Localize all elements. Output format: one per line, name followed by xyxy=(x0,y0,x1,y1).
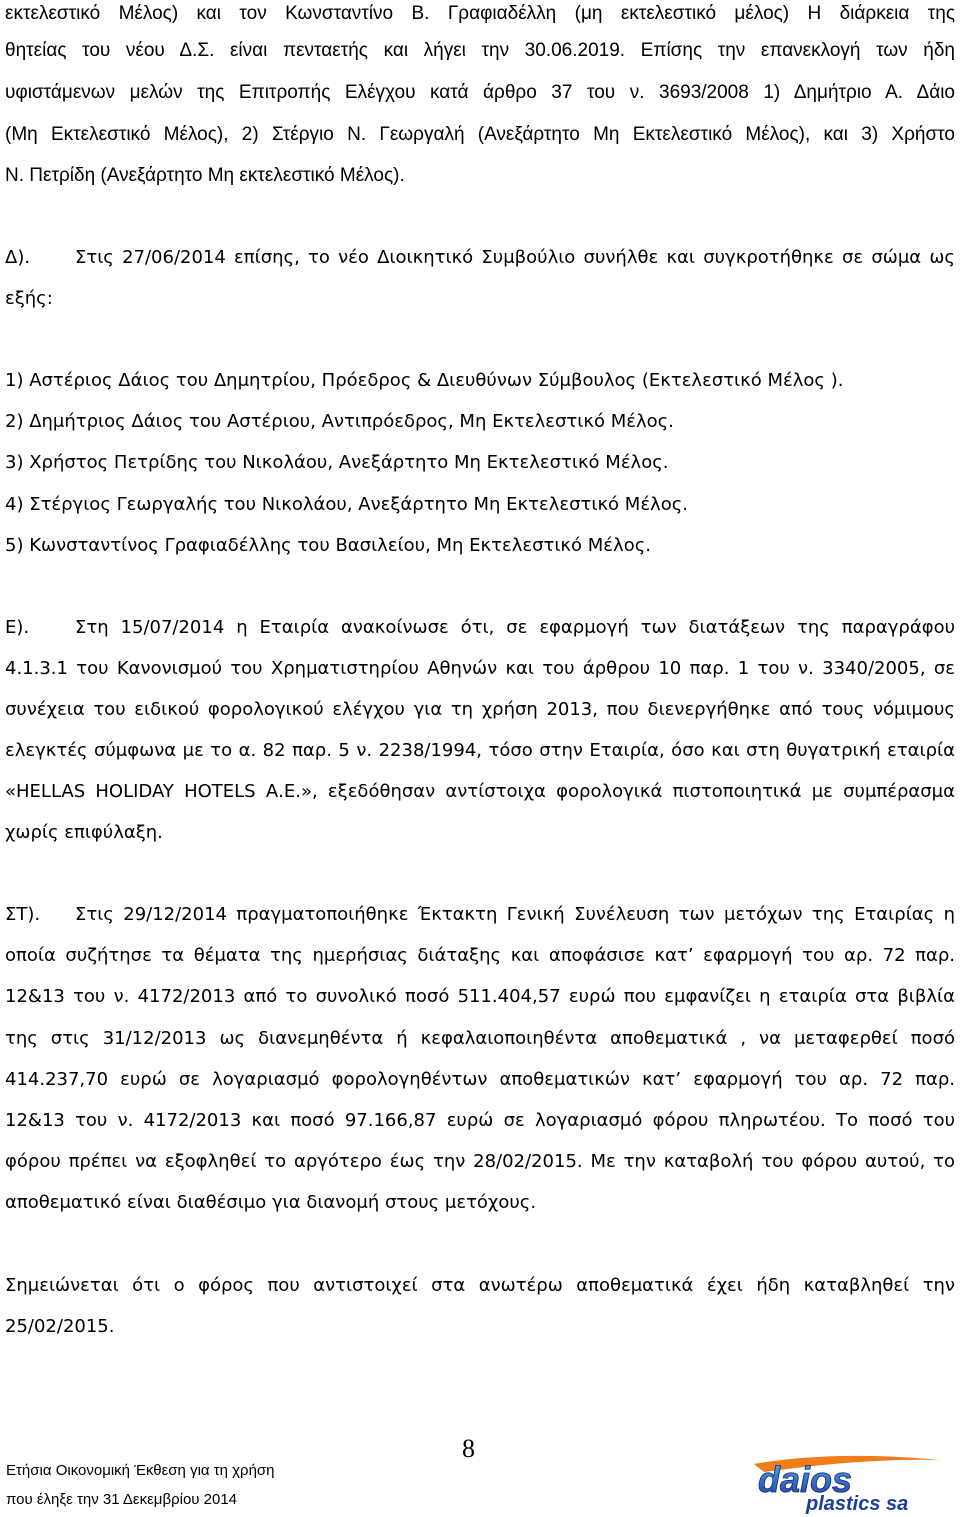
member-item-3: 3) Χρήστος Πετρίδης του Νικολάου, Ανεξάρτητο Μη Εκτελεστικό Μέλος. xyxy=(5,452,669,473)
intro-line-2: θητείας του νέου Δ.Σ. είναι πενταετής και λήγει την 30.06.2019. Επίσης την επανεκλογή των ήδη xyxy=(5,40,955,61)
section-e-line-3: συνέχεια του ειδικού φορολογικού ελέγχου για τη χρήση 2013, που διενεργήθηκε από τους νόμιμους xyxy=(5,699,955,720)
page-number: 8 xyxy=(462,1434,475,1463)
section-st-line-1 xyxy=(5,903,955,927)
intro-line-3: υφιστάμενων μελών της Επιτροπής Ελέγχου κατά άρθρο 37 του ν. 3693/2008 1) Δημήτριο Α. Δάιο xyxy=(5,82,955,103)
section-e-label: Ε). xyxy=(5,617,30,638)
member-item-5: 5) Κωνσταντίνος Γραφιαδέλλης του Βασιλείου, Μη Εκτελεστικό Μέλος. xyxy=(5,535,651,556)
section-st-line-6: 12&13 του ν. 4172/2013 και ποσό 97.166,87 ευρώ σε λογαριασμό φόρου πληρωτέου. Το ποσό του xyxy=(5,1110,955,1131)
section-d-label: Δ). xyxy=(5,247,31,268)
section-d-text-1: Στις 27/06/2014 επίσης, το νέο Διοικητικό Συμβούλιο συνήλθε και συγκροτήθηκε σε σώμα ως xyxy=(75,247,955,268)
footer-report-period: που έληξε την 31 Δεκεμβρίου 2014 xyxy=(6,1491,238,1508)
section-d-line-1 xyxy=(5,246,955,270)
note-line-2: 25/02/2015. xyxy=(5,1316,115,1337)
section-st-line-3: 12&13 του ν. 4172/2013 από το συνολικό ποσό 511.404,57 ευρώ που εμφανίζει η εταιρία στα βιβλία xyxy=(5,986,955,1007)
section-e-text-1: Στη 15/07/2014 η Εταιρία ανακοίνωσε ότι, σε εφαρμογή των διατάξεων της παραγράφου xyxy=(75,617,955,638)
section-e-line-4: ελεγκτές σύμφωνα με το α. 82 παρ. 5 ν. 2238/1994, τόσο στην Εταιρία, όσο και στη θυγατρική εταιρία xyxy=(5,740,955,761)
intro-line-5: Ν. Πετρίδη (Ανεξάρτητο Μη εκτελεστικό Μέλος). xyxy=(5,165,405,186)
section-st-line-4: της στις 31/12/2013 ως διανεμηθέντα ή κεφαλαιοποιηθέντα αποθεματικά , να μεταφερθεί ποσό xyxy=(5,1028,955,1049)
intro-line-1: εκτελεστικό Μέλος) και τον Κωνσταντίνο Β. Γραφιαδέλλη (μη εκτελεστικό μέλος) Η διάρκεια της xyxy=(5,3,955,24)
logo-wordmark: daios xyxy=(758,1459,853,1500)
member-item-4: 4) Στέργιος Γεωργαλής του Νικολάου, Ανεξάρτητο Μη Εκτελεστικό Μέλος. xyxy=(5,494,688,515)
section-st-line-8: αποθεματικό είναι διαθέσιμο για διανομή στους μετόχους. xyxy=(5,1192,537,1213)
logo-subtitle: plastics sa xyxy=(806,1493,909,1514)
section-e-line-2: 4.1.3.1 του Κανονισμού του Χρηματιστηρίου Αθηνών και του άρθρου 10 παρ. 1 του ν. 3340/2005, σε xyxy=(5,658,955,679)
daios-plastics-logo xyxy=(744,1452,952,1514)
section-st-line-5: 414.237,70 ευρώ σε λογαριασμό φορολογηθέντων αποθεματικών κατ’ εφαρμογή του αρ. 72 παρ. xyxy=(5,1069,955,1090)
section-st-line-7: φόρου πρέπει να εξοφληθεί το αργότερο έως την 28/02/2015. Με την καταβολή του φόρου αυτού, το xyxy=(5,1151,955,1172)
note-line-1: Σημειώνεται ότι ο φόρος που αντιστοιχεί στα ανωτέρω αποθεματικά έχει ήδη καταβληθεί την xyxy=(5,1275,955,1296)
member-item-2: 2) Δημήτριος Δάιος του Αστέριου, Αντιπρόεδρος, Μη Εκτελεστικό Μέλος. xyxy=(5,411,674,432)
footer-report-title: Ετήσια Οικονομική Έκθεση για τη χρήση xyxy=(6,1462,275,1479)
intro-line-4: (Μη Εκτελεστικό Μέλος), 2) Στέργιο Ν. Γεωργαλή (Ανεξάρτητο Μη Εκτελεστικό Μέλος), και 3) Χρήστο xyxy=(5,124,955,145)
section-st-label: ΣΤ). xyxy=(5,904,41,925)
section-st-line-2: οποία συζήτησε τα θέματα της ημερήσιας διάταξης και αποφάσισε κατ’ εφαρμογή του αρ. 72 παρ. xyxy=(5,945,955,966)
section-e-line-5: «HELLAS HOLIDAY HOTELS Α.Ε.», εξεδόθησαν αντίστοιχα φορολογικά πιστοποιητικά με συμπέρασμα xyxy=(5,781,955,802)
member-item-1: 1) Αστέριος Δάιος του Δημητρίου, Πρόεδρος & Διευθύνων Σύμβουλος (Εκτελεστικό Μέλος ). xyxy=(5,370,844,391)
section-d-line-2: εξής: xyxy=(5,288,53,309)
section-st-text-1: Στις 29/12/2014 πραγματοποιήθηκε Έκτακτη Γενική Συνέλευση των μετόχων της Εταιρίας η xyxy=(75,904,955,925)
section-e-line-1 xyxy=(5,616,955,640)
section-e-line-6: χωρίς επιφύλαξη. xyxy=(5,822,163,843)
